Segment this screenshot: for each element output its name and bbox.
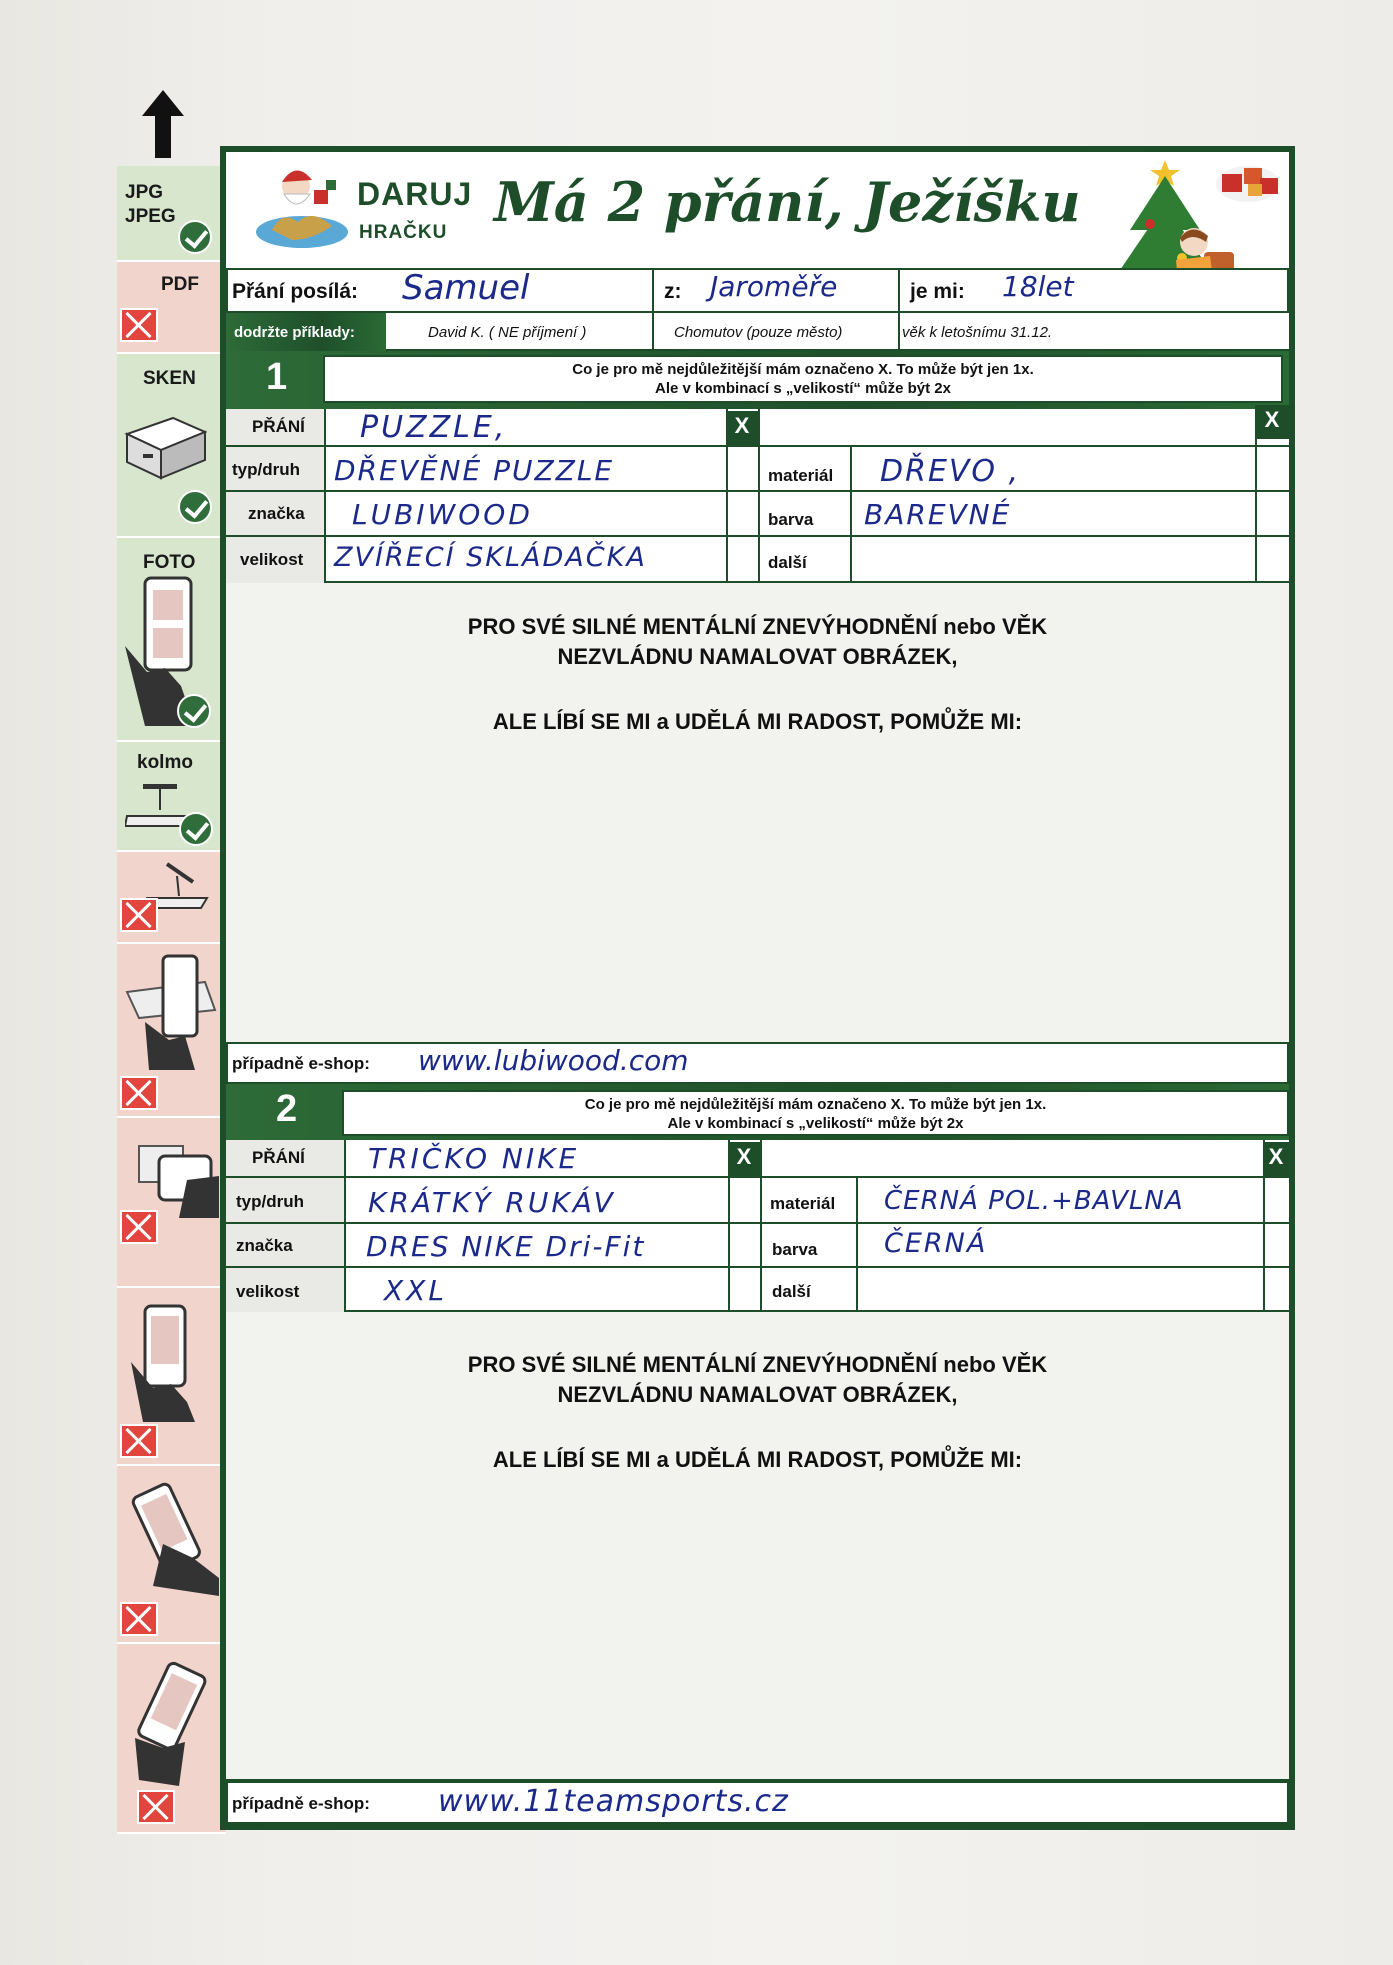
santa-logo-icon — [252, 160, 352, 256]
hint-name: David K. ( NE příjmení ) — [428, 324, 587, 341]
phone-photo-icon — [125, 1302, 217, 1422]
wish2-statement-line1: PRO SVÉ SILNÉ MENTÁLNÍ ZNEVÝHODNĚNÍ nebo VĚK — [467, 1352, 1048, 1377]
hint-label: dodržte příklady: — [234, 324, 355, 341]
wish2-label-other: další — [772, 1282, 811, 1301]
wish1-value-type[interactable]: DŘEVĚNÉ PUZZLE — [334, 454, 615, 487]
wish2-value-brand[interactable]: DRES NIKE Dri-Fit — [366, 1230, 646, 1263]
up-arrow-icon — [140, 88, 186, 160]
wish1-statement-line1: PRO SVÉ SILNÉ MENTÁLNÍ ZNEVÝHODNĚNÍ nebo VĚK — [467, 614, 1048, 639]
wish2-info-line1: Co je pro mě nejdůležitější mám označeno X. To může být jen 1x. — [584, 1096, 1047, 1113]
page-title: Má 2 přání, Ježíšku — [494, 170, 1081, 234]
x-icon — [120, 308, 158, 342]
wish2-value-type[interactable]: KRÁTKÝ RUKÁV — [368, 1186, 616, 1219]
wish2-info-line2: Ale v kombinací s „velikostí“ může být 2x — [667, 1115, 964, 1132]
wish2-info — [342, 1090, 1289, 1136]
wish1-label-material: materiál — [768, 466, 834, 485]
kolmo-label: kolmo — [137, 752, 193, 773]
x-icon — [120, 1210, 158, 1244]
phone-photo-icon — [125, 1140, 221, 1220]
check-icon — [177, 694, 211, 728]
wish2-statement-line3: ALE LÍBÍ SE MI a UDĚLÁ MI RADOST, POMŮŽE MI: — [492, 1447, 1023, 1472]
jpg-label: JPG — [125, 182, 164, 203]
wish2-label-brand: značka — [236, 1236, 293, 1255]
wish2-x-mark-right[interactable]: X — [1263, 1142, 1289, 1176]
strip-pdf — [117, 262, 226, 354]
wish2-value-material[interactable]: ČERNÁ POL.+BAVLNA — [884, 1186, 1184, 1216]
wish1-eshop-row — [226, 1042, 1289, 1084]
wish2-number: 2 — [276, 1088, 298, 1130]
age-label: je mi: — [910, 280, 965, 303]
wish2-value-color[interactable]: ČERNÁ — [884, 1228, 988, 1259]
foto-label: FOTO — [143, 552, 196, 573]
wish2-label-color: barva — [772, 1240, 818, 1259]
x-icon — [137, 1790, 175, 1824]
x-icon — [120, 1602, 158, 1636]
strip-angle-4 — [117, 1288, 226, 1466]
wish1-info-line1: Co je pro mě nejdůležitější mám označeno X. To může být jen 1x. — [572, 361, 1034, 378]
wish2-value-size[interactable]: XXL — [384, 1274, 447, 1307]
phone-photo-icon — [125, 1658, 217, 1788]
x-icon — [120, 1424, 158, 1458]
wish2-statement-line2: NEZVLÁDNU NAMALOVAT OBRÁZEK, — [557, 1382, 958, 1407]
strip-jpg — [117, 166, 226, 262]
wish2-eshop-field[interactable]: www.11teamsports.cz — [438, 1784, 789, 1819]
age-field[interactable]: 18let — [1002, 270, 1074, 303]
wish1-info-line2: Ale v kombinací s „velikostí“ může být 2x — [655, 380, 951, 397]
wish1-number: 1 — [266, 356, 288, 398]
scanner-icon — [121, 404, 207, 484]
strip-sken — [117, 354, 226, 538]
sken-label: SKEN — [143, 368, 196, 389]
jpeg-label: JPEG — [125, 206, 176, 227]
strip-kolmo — [117, 742, 226, 852]
wish1-label-other: další — [768, 553, 807, 572]
wish1-value-material[interactable]: DŘEVO , — [880, 454, 1021, 489]
wish1-value-size[interactable]: ZVÍŘECÍ SKLÁDAČKA — [334, 542, 647, 573]
city-field[interactable]: Jaroměře — [710, 270, 838, 303]
phone-photo-icon — [123, 1478, 221, 1598]
wish1-eshop-field[interactable]: www.lubiwood.com — [418, 1044, 689, 1077]
strip-angle-1 — [117, 852, 226, 944]
wish2-value-wish[interactable]: TRIČKO NIKE — [368, 1142, 580, 1175]
check-icon — [178, 220, 212, 254]
wish1-label-wish: PŘÁNÍ — [252, 417, 305, 436]
phone-photo-icon — [125, 952, 217, 1072]
wish1-label-type: typ/druh — [232, 460, 300, 479]
wish2-label-wish: PŘÁNÍ — [252, 1148, 305, 1167]
wish1-label-color: barva — [768, 510, 814, 529]
wish1-label-brand: značka — [248, 504, 305, 523]
wish1-x-mark-left[interactable]: X — [726, 411, 758, 445]
wish2-x-mark-left[interactable]: X — [728, 1142, 760, 1176]
wish2-label-type: typ/druh — [236, 1192, 304, 1211]
x-icon — [120, 898, 158, 932]
hint-age: věk k letošnímu 31.12. — [902, 324, 1053, 341]
wish1-statement-line3: ALE LÍBÍ SE MI a UDĚLÁ MI RADOST, POMŮŽE MI: — [492, 709, 1023, 734]
city-label: z: — [664, 280, 682, 303]
wish1-x-mark-right[interactable]: X — [1255, 405, 1289, 439]
x-icon — [120, 1076, 158, 1110]
logo-hracku: HRAČKU — [359, 222, 448, 243]
strip-angle-2 — [117, 944, 226, 1118]
wish1-label-size: velikost — [240, 550, 304, 569]
logo-daruj: DARUJ — [357, 176, 473, 212]
strip-foto — [117, 538, 226, 742]
sender-name-field[interactable]: Samuel — [402, 268, 530, 308]
wish1-info — [323, 355, 1283, 403]
sender-label: Přání posílá: — [232, 280, 359, 303]
wish1-value-color[interactable]: BAREVNÉ — [864, 498, 1012, 531]
hint-city: Chomutov (pouze město) — [674, 324, 843, 341]
strip-angle-6 — [117, 1644, 226, 1834]
check-icon — [178, 490, 212, 524]
wish1-eshop-label: případně e-shop: — [232, 1054, 370, 1073]
wish1-value-brand[interactable]: LUBIWOOD — [352, 498, 533, 531]
wish1-statement-line2: NEZVLÁDNU NAMALOVAT OBRÁZEK, — [557, 644, 958, 669]
wish2-label-material: materiál — [770, 1194, 836, 1213]
wish2-eshop-label: případně e-shop: — [232, 1794, 370, 1813]
wish2-label-size: velikost — [236, 1282, 300, 1301]
strip-angle-3 — [117, 1118, 226, 1288]
pdf-label: PDF — [161, 274, 199, 295]
strip-angle-5 — [117, 1466, 226, 1644]
wish1-value-wish[interactable]: PUZZLE, — [360, 410, 508, 445]
check-icon — [179, 812, 213, 846]
format-side-strip — [117, 166, 226, 1834]
